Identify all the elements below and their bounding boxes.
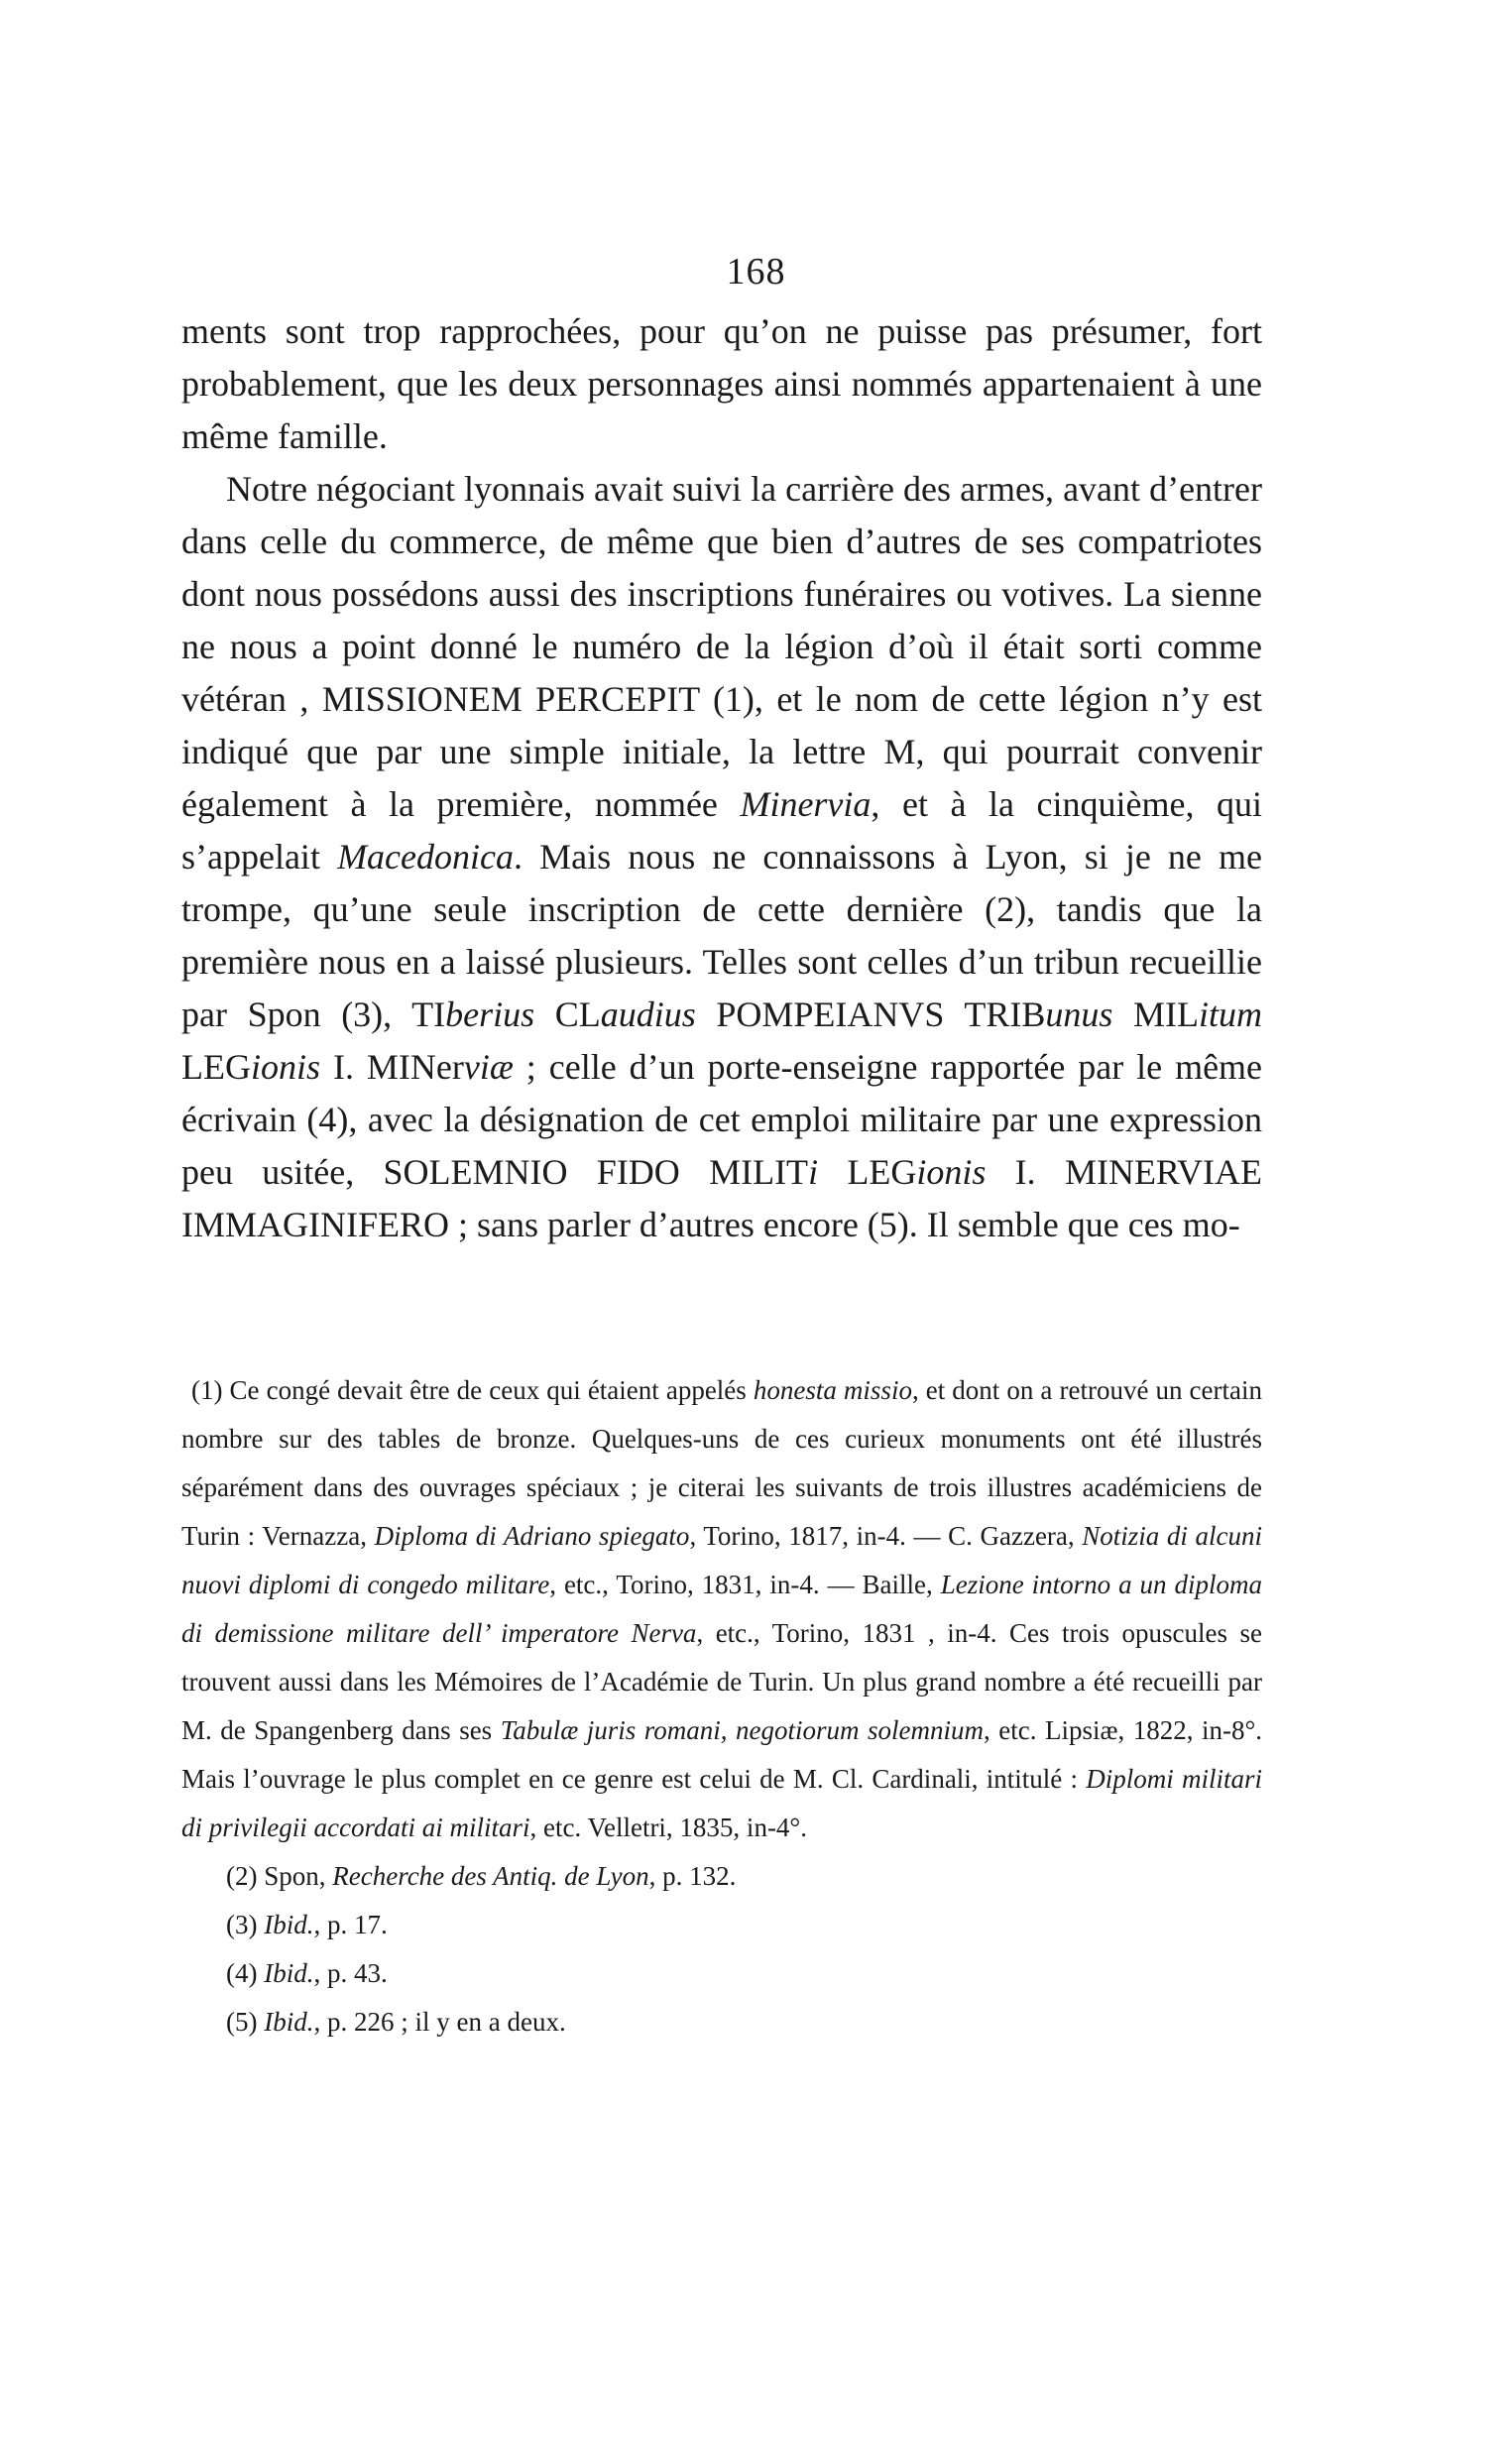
text-run: , etc., Torino, 1831, in-4. — Baille, [549,1570,933,1599]
text-run: , p. 43. [313,1958,388,1988]
italic-ibid: Ibid. [264,1958,314,1988]
text-run: (3) [226,1910,258,1939]
italic-abbrev: i [808,1152,819,1192]
italic-abbrev: itum [1199,995,1263,1034]
italic-abbrev: unus [1045,995,1113,1034]
italic-minervia: Minervia [740,784,872,824]
italic-title: Tabulæ juris romani, negotiorum solemnium [500,1715,984,1745]
text-run: , Torino, 1817, in-4. — C. Gazzera, [689,1521,1075,1551]
text-run: , et dont on a retrouvé un certain nombre sur des tables de bronze. Quelques-uns de ces curieux monuments ont été illustrés séparément dans des ouvrages spéciaux ; je citerai les suivants de trois illustres académiciens de Turin : Vernazza, [181,1375,1263,1551]
italic-title: Recherche des Antiq. de Lyon [332,1861,649,1891]
page-number: 168 [726,251,786,293]
italic-abbrev: berius [445,995,535,1034]
text-run: , et à la cinquième, qui s’appelait [181,784,1262,877]
text-run: , etc. Lipsiæ, 1822, in-8°. Mais l’ouvrage le plus complet en ce genre est celui de M. Cl. Cardinali, intitulé : [181,1715,1263,1794]
text-run: (2) Spon, [226,1861,326,1891]
italic-title: honesta missio [753,1375,912,1405]
text-run: (5) [226,2007,258,2037]
text-run: POMPEIANVS TRIB [716,995,1046,1034]
italic-abbrev: ionis [916,1152,987,1192]
text-run: CL [554,995,601,1034]
italic-title: Notizia di alcuni nuovi diplomi di congedo militare [181,1521,1263,1599]
footnote-2 [181,1852,1262,1901]
italic-abbrev: viæ [463,1047,514,1087]
italic-ibid: Ibid. [264,2007,314,2037]
text-run: , p. 226 ; il y en a deux. [313,2007,566,2037]
text-run: , p. 17. [313,1910,388,1939]
italic-title: Diplomi militari di privilegii accordati ai militari [181,1764,1262,1842]
main-text [181,305,1262,1251]
text-run: ; celle d’un porte-enseigne rapportée par le même écrivain (4), avec la désignation de cet emploi militaire par une expression peu usitée, SOLEMNIO FIDO MILIT [181,1047,1263,1192]
text-run: I. MINERVIAE IMMAGINIFERO ; sans parler d’autres encore (5). Il semble que ces mo- [181,1152,1263,1244]
italic-abbrev: audius [600,995,696,1034]
italic-abbrev: ionis [250,1047,320,1087]
footnotes [181,1366,1262,2047]
text-run: MIL [1133,995,1199,1034]
italic-macedonica: Macedonica [337,837,514,877]
italic-title: Lezione intorno a un diploma di demissione militare dell’ imperatore Nerva [181,1570,1262,1648]
text-run: , etc. Velletri, 1835, in-4°. [529,1813,807,1842]
text-run: LEG [847,1152,917,1192]
italic-ibid: Ibid. [264,1910,314,1939]
text-run: (1) Ce congé devait être de ceux qui étaient appelés [191,1375,747,1405]
footnote-1 [181,1366,1262,1852]
footnote-4 [181,1949,1262,1998]
paragraph-1: ments sont trop rapprochées, pour qu’on ne puisse pas présumer, fort probablement, que les deux personnages ainsi nommés appartenaient à une même famille. [181,311,1262,456]
footnote-3 [181,1901,1262,1949]
text-run: (4) [226,1958,258,1988]
italic-title: Diploma di Adriano spiegato [374,1521,690,1551]
text-run: Notre négociant lyonnais avait suivi la carrière des armes, avant d’entrer dans celle du commerce, de même que bien d’autres de ses compatriotes dont nous possédons aussi des inscriptions funéraires ou votives. La sienne ne nous a point donné le numéro de la légion d’où il était sorti comme vétéran , MISSIONEM PERCEPIT (1), et le nom de cette légion n’y est indiqué que par une simple initiale, la lettre M, qui pourrait convenir également à la première, nommée [181,469,1262,824]
text-run: LEG [181,1047,251,1087]
paragraph-2 [181,463,1262,1251]
text-run: , p. 132. [648,1861,737,1891]
text-run: . Mais nous ne connaissons à Lyon, si je ne me trompe, qu’une seule inscription de cette dernière (2), tandis que la première nous en a laissé plusieurs. Telles sont celles d’un tribun recueillie par Spon (3), TI [181,837,1262,1034]
text-run: I. MINer [332,1047,464,1087]
footnote-5 [181,1998,1262,2047]
text-run: , etc., Torino, 1831 , in-4. Ces trois opuscules se trouvent aussi dans les Mémoires de l’Académie de Turin. Un plus grand nombre a été recueilli par M. de Spangenberg dans ses [181,1618,1262,1745]
